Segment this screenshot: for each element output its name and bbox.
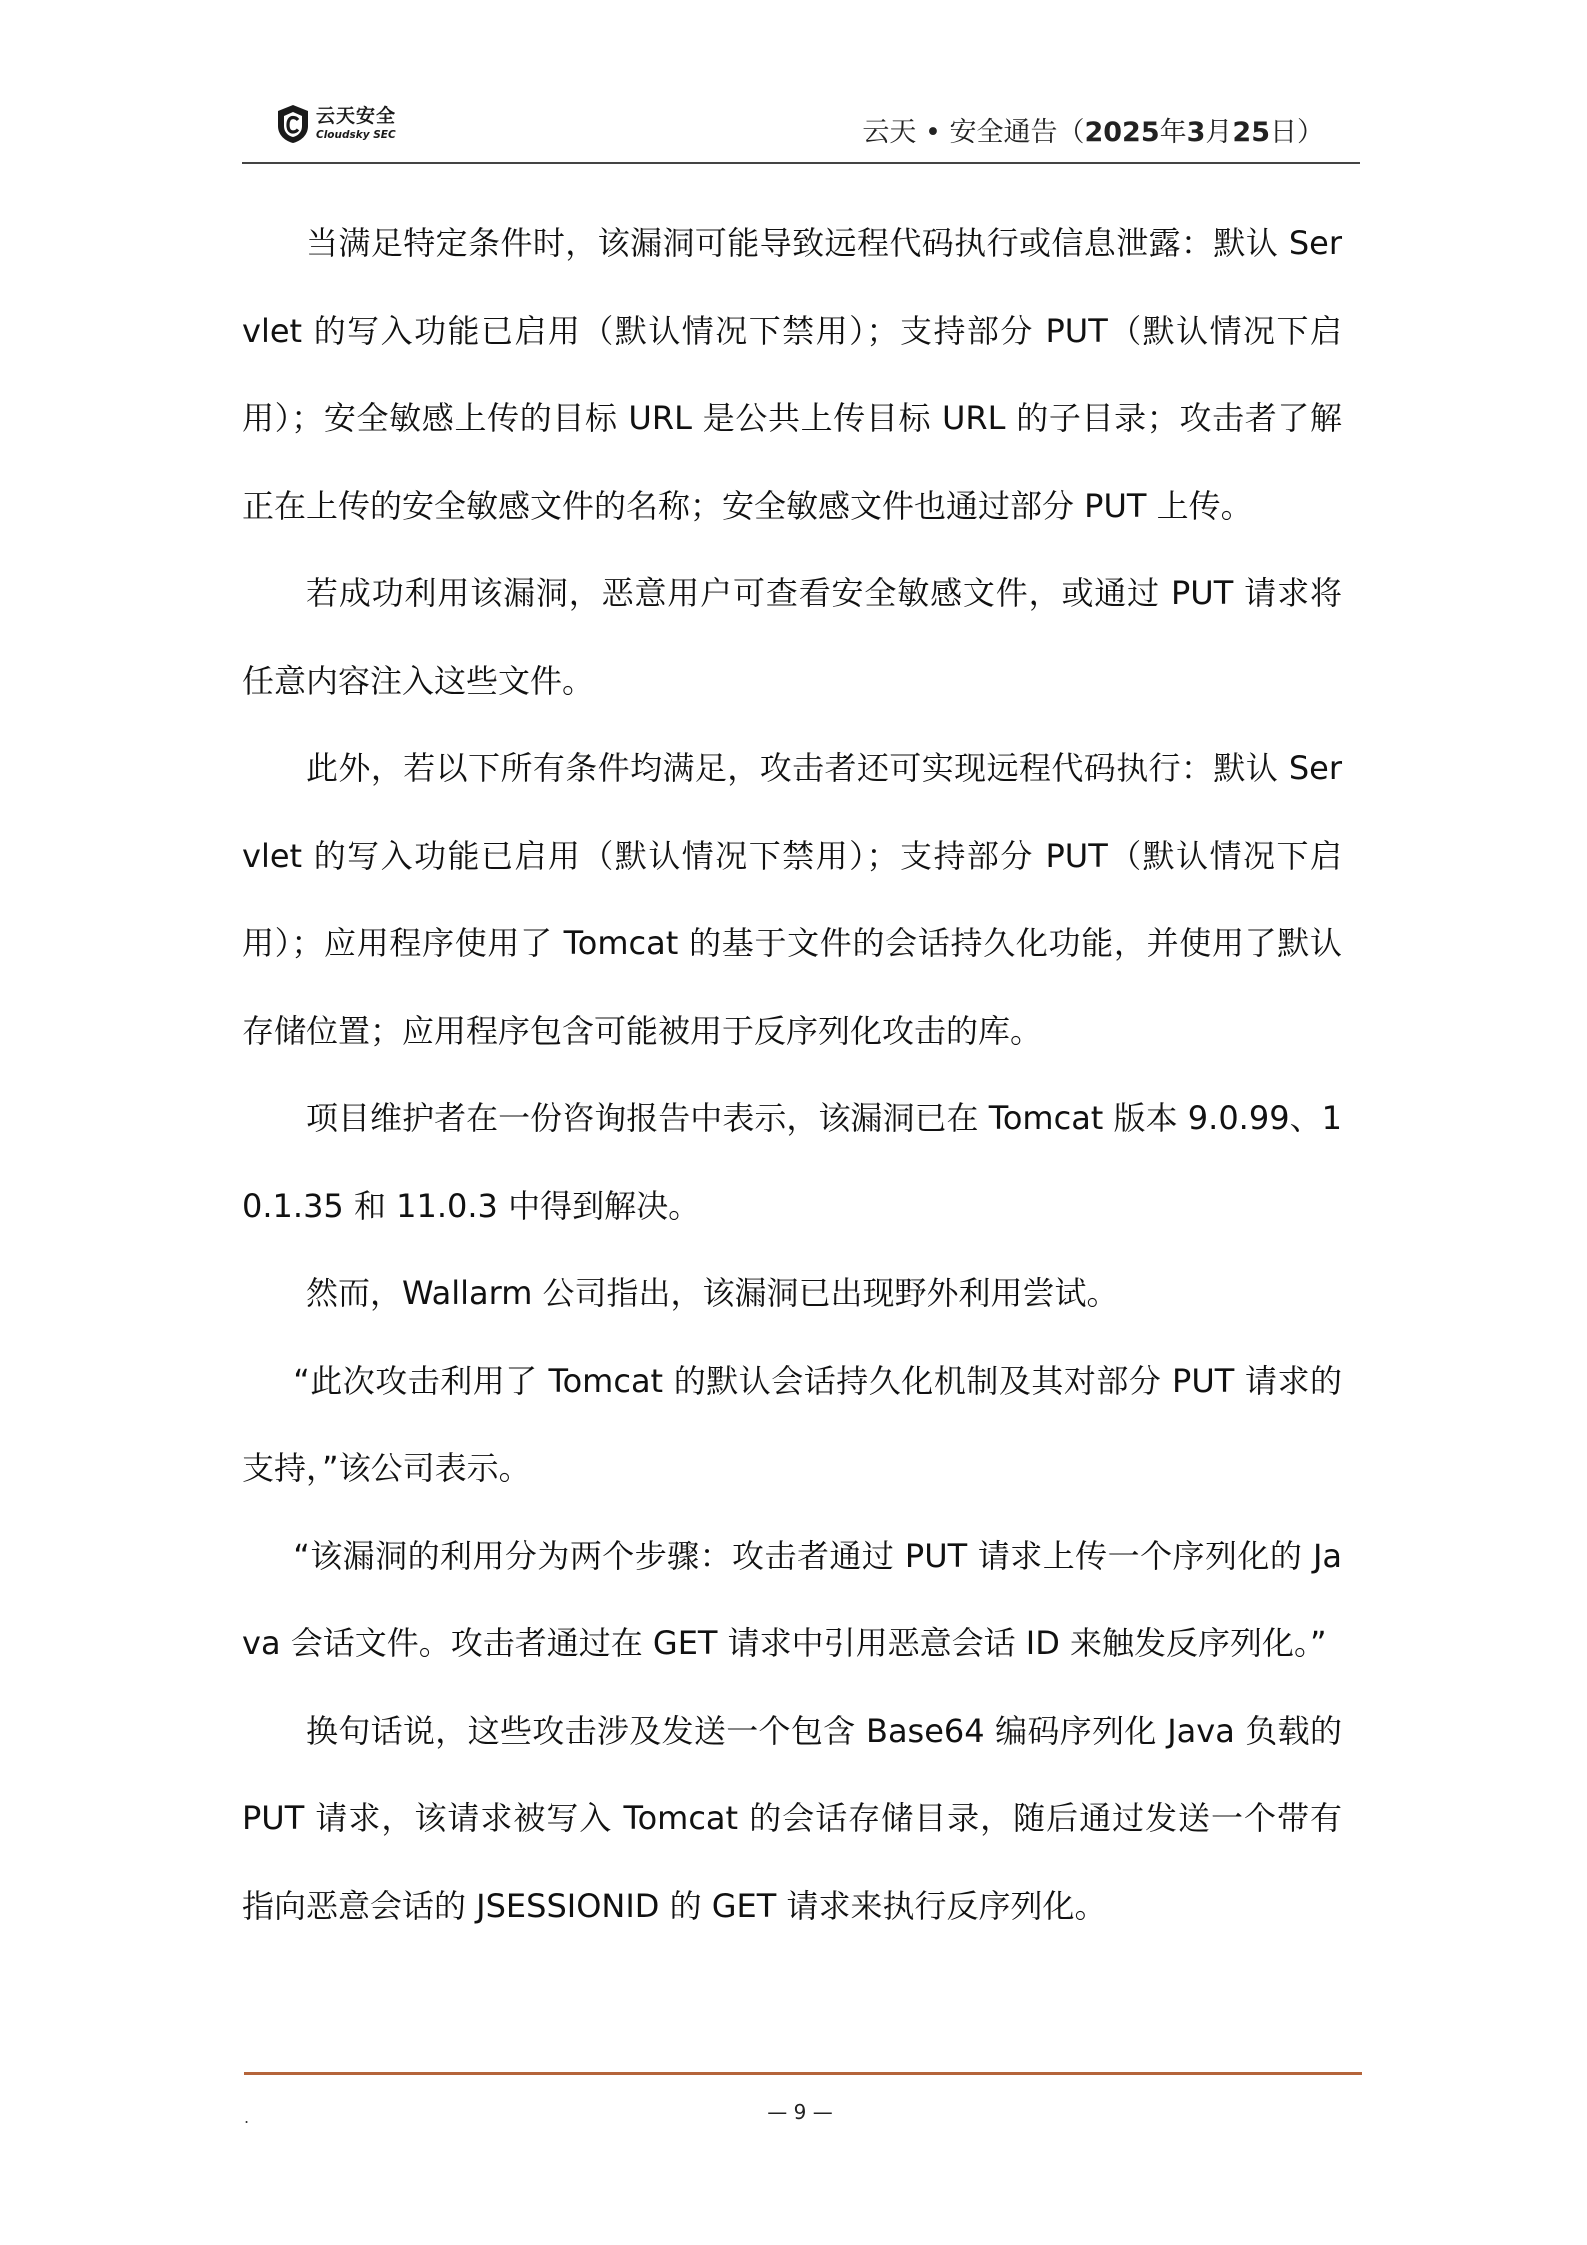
page-header: [242, 96, 1360, 164]
bulletin-day: 25: [1232, 117, 1270, 148]
bulletin-title-suffix: 日）: [1270, 117, 1324, 148]
bulletin-title: [862, 110, 1324, 149]
company-logo: [276, 100, 396, 148]
quote-paragraph: “此次攻击利用了 Tomcat 的默认会话持久化机制及其对部分 PUT 请求的支持，”该公司表示。: [242, 1361, 1342, 1487]
paragraph: 当满足特定条件时，该漏洞可能导致远程代码执行或信息泄露：默认 Servlet 的写入功能已启用（默认情况下禁用）；支持部分 PUT（默认情况下启用）；安全敏感上传的目标 URL 是公共上传目标 URL 的子目录；攻击者了解正在上传的安全敏感文件的名称；安全敏感文件也通过部分 PUT 上传。: [242, 224, 1342, 525]
shield-c-logo-icon: [276, 104, 310, 144]
page-number: — 9 —: [767, 2100, 833, 2124]
footer-divider: [244, 2072, 1362, 2075]
footer-dot: .: [244, 2108, 250, 2127]
bulletin-year: 2025: [1084, 117, 1160, 148]
paragraph: 项目维护者在一份咨询报告中表示，该漏洞已在 Tomcat 版本 9.0.99、10.1.35 和 11.0.3 中得到解决。: [242, 1099, 1342, 1225]
article-body: [242, 200, 1342, 1950]
bulletin-year-unit: 年: [1159, 117, 1187, 148]
logo-chinese-name: 云天安全: [316, 105, 397, 128]
paragraph: 然而，Wallarm 公司指出，该漏洞已出现野外利用尝试。: [306, 1274, 1119, 1312]
paragraph: 若成功利用该漏洞，恶意用户可查看安全敏感文件，或通过 PUT 请求将任意内容注入这些文件。: [242, 574, 1342, 700]
bulletin-title-prefix: 云天 • 安全通告（: [862, 117, 1085, 148]
paragraph: 换句话说，这些攻击涉及发送一个包含 Base64 编码序列化 Java 负载的 PUT 请求，该请求被写入 Tomcat 的会话存储目录，随后通过发送一个带有指向恶意会话的 JSESSIONID 的 GET 请求来执行反序列化。: [242, 1711, 1342, 1925]
logo-english-name: Cloudsky SEC: [316, 129, 396, 142]
quote-paragraph: “该漏洞的利用分为两个步骤：攻击者通过 PUT 请求上传一个序列化的 Java 会话文件。攻击者通过在 GET 请求中引用恶意会话 ID 来触发反序列化。”: [242, 1536, 1342, 1662]
paragraph: 此外，若以下所有条件均满足，攻击者还可实现远程代码执行：默认 Servlet 的写入功能已启用（默认情况下禁用）；支持部分 PUT（默认情况下启用）；应用程序使用了 Tomcat 的基于文件的会话持久化功能，并使用了默认存储位置；应用程序包含可能被用于反序列化攻击的库。: [242, 749, 1342, 1050]
bulletin-month-unit: 月: [1205, 117, 1233, 148]
bulletin-month: 3: [1186, 117, 1206, 148]
